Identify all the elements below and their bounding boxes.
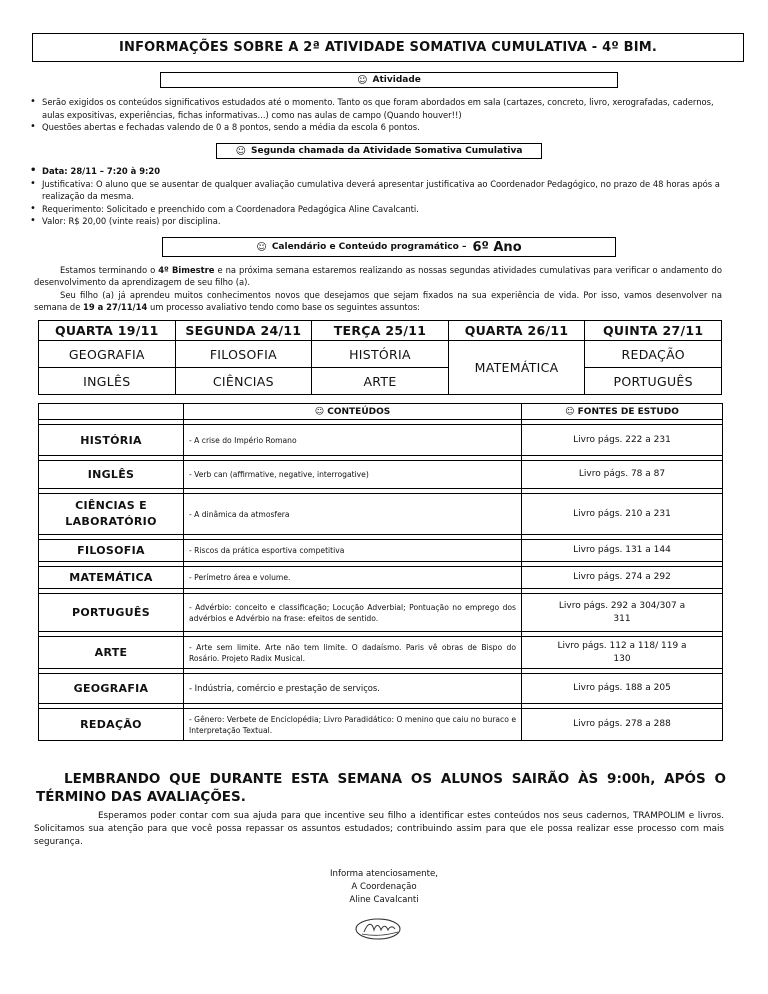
calendar-day: SEGUNDA 24/11 [175,321,312,341]
subject-cell: HISTÓRIA [39,425,184,456]
content-cell: - Riscos da prática esportiva competitiva [184,540,522,562]
signature-block [0,868,768,907]
grade-label: 6º Ano [472,239,522,255]
calendar-subject: PORTUGUÊS [585,368,722,395]
source-cell: Livro págs. 292 a 304/307 a 311 [522,594,723,632]
source-cell: Livro págs. 112 a 118/ 119 a 130 [522,637,723,669]
page-title [32,33,744,62]
contents-header-empty [39,404,184,420]
calendar-day: QUINTA 27/11 [585,321,722,341]
list-item: • Valor: R$ 20,00 (vinte reais) por disciplina. [30,215,734,228]
list-item: • Justificativa: O aluno que se ausentar de qualquer avaliação cumulativa deverá apresentar justificativa ao Coordenador Pedagógico, no prazo de 48 horas após a realização da mesma. [30,178,734,203]
content-cell: - Perímetro área e volume. [184,567,522,589]
table-row [39,425,723,456]
section-segunda-chamada-heading [216,143,542,159]
table-row [39,709,723,741]
section-atividade-heading [160,72,618,88]
calendar-subject: GEOGRAFIA [39,341,176,368]
content-cell: - Gênero: Verbete de Enciclopédia; Livro Paradidático: O menino que caiu no buraco e Interpretação Textual. [184,709,522,741]
reminder-notice: LEMBRANDO QUE DURANTE ESTA SEMANA OS ALUNOS SAIRÃO ÀS 9:00h, APÓS O TÉRMINO DAS AVALIAÇÕES. [36,771,726,805]
closing-paragraph: Esperamos poder contar com sua ajuda para que incentive seu filho a identificar estes conteúdos nos seus cadernos, TRAMPOLIM e livros. Solicitamos sua atenção para que você possa repassar os assuntos estudados; contribuindo assim para que ele possa realizar esse processo com mais segurança. [34,811,724,847]
calendar-row [39,368,722,395]
section-segunda-chamada-title: Segunda chamada da Atividade Somativa Cumulativa [251,146,523,156]
smiley-icon: ☺ [235,145,246,157]
list-item-data: • Data: 28/11 – 7:20 à 9:20 [30,165,734,178]
calendar-subject: ARTE [312,368,449,395]
intro-text-2b: 19 a 27/11/14 [83,302,148,312]
calendar-day: QUARTA 19/11 [39,321,176,341]
table-row [39,567,723,589]
calendar-subject: INGLÊS [39,368,176,395]
handwritten-signature [352,916,404,945]
subject-cell: FILOSOFIA [39,540,184,562]
calendar-header-row [39,321,722,341]
calendar-day: TERÇA 25/11 [312,321,449,341]
sign-line-1: Informa atenciosamente, [330,869,438,879]
intro-text-1b: 4º Bimestre [158,265,215,275]
content-cell: - Advérbio: conceito e classificação; Locução Adverbial; Pontuação no emprego dos advérbios e Advérbio na frase: efeitos de sentido. [184,594,522,632]
intro-paragraph-1 [34,264,722,288]
content-cell: - A crise do Império Romano [184,425,522,456]
contents-header-row [39,404,723,420]
intro-text-1c: e na próxima semana estaremos realizando as nossas segundas atividades cumulativas para verificar o andamento do desenvolvimento da aprendizagem de seu filho (a). [34,265,722,287]
table-row [39,540,723,562]
content-cell: - Indústria, comércio e prestação de serviços. [184,674,522,704]
table-row [39,674,723,704]
intro-paragraph-2 [34,289,722,313]
segunda-chamada-list [30,165,734,228]
smiley-icon: ☺ [256,241,267,253]
calendar-subject: HISTÓRIA [312,341,449,368]
sign-line-2: A Coordenação [351,882,417,892]
subject-cell: ARTE [39,637,184,669]
list-item: • Serão exigidos os conteúdos significativos estudados até o momento. Tanto os que foram abordados em sala (cartazes, concreto, livro, xerografadas, cadernos, aulas expositivas, experiências, fichas informativas...) como nas aulas de campo (Quando houver!!) [30,96,734,121]
table-row [39,594,723,632]
subject-cell: GEOGRAFIA [39,674,184,704]
list-item: • Questões abertas e fechadas valendo de 0 a 8 pontos, sendo a média da escola 6 pontos. [30,121,734,134]
source-cell: Livro págs. 78 a 87 [522,461,723,489]
subject-cell: PORTUGUÊS [39,594,184,632]
sign-line-3: Aline Cavalcanti [349,895,419,905]
calendar-row [39,341,722,368]
page-title-text: INFORMAÇÕES SOBRE A 2ª ATIVIDADE SOMATIVA CUMULATIVA - 4º BIM. [118,40,658,55]
atividade-list [30,96,734,134]
section-calendario-heading [162,237,616,257]
source-cell: Livro págs. 222 a 231 [522,425,723,456]
section-atividade-title: Atividade [372,75,421,85]
section-calendario-title: Calendário e Conteúdo programático – [271,242,467,252]
subject-cell: REDAÇÃO [39,709,184,741]
source-cell: Livro págs. 210 a 231 [522,494,723,535]
intro-text-2a: Seu filho (a) já aprendeu muitos conhecimentos novos que desejamos que sejam fixados na sua experiência de vida. Por isso, vamos desenvolver na semana de [34,290,722,312]
subject-cell: CIÊNCIAS E LABORATÓRIO [39,494,184,535]
contents-header-fontes: ☺ FONTES DE ESTUDO [522,404,723,420]
calendar-subject: MATEMÁTICA [448,341,585,395]
content-cell: - Arte sem limite. Arte não tem limite. O dadaísmo. Paris vê obras de Bispo do Rosário. Projeto Radix Musical. [184,637,522,669]
subject-cell: INGLÊS [39,461,184,489]
contents-table [38,403,723,741]
calendar-subject: REDAÇÃO [585,341,722,368]
smiley-icon: ☺ [357,74,368,86]
content-cell: - Verb can (affirmative, negative, interrogative) [184,461,522,489]
table-row [39,637,723,669]
contents-header-conteudos: ☺ CONTEÚDOS [184,404,522,420]
source-cell: Livro págs. 131 a 144 [522,540,723,562]
intro-text-2c: um processo avaliativo tendo como base os seguintes assuntos: [147,302,421,312]
intro-text-1a: Estamos terminando o [60,265,159,275]
subject-cell: MATEMÁTICA [39,567,184,589]
table-row [39,461,723,489]
content-cell: - A dinâmica da atmosfera [184,494,522,535]
calendar-table [38,320,722,395]
table-row [39,494,723,535]
calendar-subject: FILOSOFIA [175,341,312,368]
source-cell: Livro págs. 278 a 288 [522,709,723,741]
source-cell: Livro págs. 188 a 205 [522,674,723,704]
list-item: • Requerimento: Solicitado e preenchido com a Coordenadora Pedagógica Aline Cavalcanti. [30,203,734,216]
source-cell: Livro págs. 274 a 292 [522,567,723,589]
calendar-subject: CIÊNCIAS [175,368,312,395]
calendar-day: QUARTA 26/11 [448,321,585,341]
